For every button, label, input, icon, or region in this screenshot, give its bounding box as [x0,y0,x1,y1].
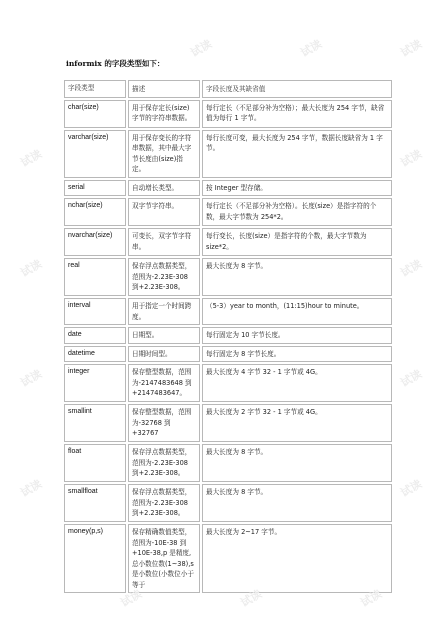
watermark-text: 试读 [358,587,385,610]
watermark-text: 试读 [18,257,45,280]
field-type-cell: datetime [64,346,126,363]
column-header-length: 字段长度及其缺省值 [202,80,392,98]
length-cell: 最大长度为 8 字节。 [202,444,392,482]
table-header-row [64,80,392,98]
field-type-cell: date [64,327,126,344]
field-type-cell: char(size) [64,100,126,128]
description-cell: 保存浮点数据类型，范围为-2.23E-308 到+2.23E-308。 [128,484,200,522]
column-header-type: 字段类型 [64,80,126,98]
watermark-text: 试读 [398,367,425,390]
description-cell: 自动增长类型。 [128,180,200,197]
table-row [64,228,392,256]
column-header-description: 描述 [128,80,200,98]
watermark-text: 试读 [18,147,45,170]
watermark-text: 试读 [398,37,425,60]
description-cell: 用于指定一个时间跨度。 [128,298,200,325]
field-type-cell: smallfloat [64,484,126,522]
length-cell: 按 Integer 型存储。 [202,180,392,197]
description-cell: 日期时间型。 [128,346,200,363]
table-row [64,404,392,442]
description-cell: 保存精确数值类型，范围为-10E-38 到+10E-38,p 是精度,总小数位数(1~38),s 是小数位(小数位小于等于 [128,524,200,593]
description-cell: 用于保存变长的字符串数据，其中最大字节长度由(size)指定。 [128,130,200,178]
field-type-cell: interval [64,298,126,325]
length-cell: 最大长度为 2 字节 32 - 1 字节或 4G。 [202,404,392,442]
length-cell: 每行定长（不足部分补为空格）。长度(size）是指字符的个数，最大字节数为 254*2。 [202,198,392,226]
description-cell: 用于保存定长(size)字节的字符串数据。 [128,100,200,128]
watermark-text: 试读 [398,477,425,500]
length-cell: 最大长度为 8 字节。 [202,258,392,296]
table-row [64,327,392,344]
table-row [64,258,392,296]
field-type-cell: money(p,s) [64,524,126,593]
field-type-cell: float [64,444,126,482]
field-type-cell: nvarchar(size) [64,228,126,256]
field-type-cell: varchar(size) [64,130,126,178]
watermark-text: 试读 [238,587,265,610]
description-cell: 日期型。 [128,327,200,344]
table-row [64,100,392,128]
table-row [64,130,392,178]
table-row [64,484,392,522]
table-row [64,298,392,325]
description-cell: 双字节字符串。 [128,198,200,226]
length-cell: 最大长度为 8 字节。 [202,484,392,522]
length-cell: 最大长度为 4 字节 32 - 1 字节或 4G。 [202,364,392,402]
length-cell: 最大长度为 2~17 字节。 [202,524,392,593]
description-cell: 保存整型数据，范围为-32768 到+32767 [128,404,200,442]
watermark-text: 试读 [18,367,45,390]
description-cell: 保存浮点数据类型，范围为-2.23E-308 到+2.23E-308。 [128,444,200,482]
field-type-cell: nchar(size) [64,198,126,226]
watermark-text: 试读 [398,257,425,280]
length-cell: 每行长度可变，最大长度为 254 字节，数据长度缺省为 1 字节。 [202,130,392,178]
description-cell: 可变长，双字节字符串。 [128,228,200,256]
field-type-cell: serial [64,180,126,197]
description-cell: 保存浮点数据类型，范围为-2.23E-308 到+2.23E-308。 [128,258,200,296]
watermark-text: 试读 [18,477,45,500]
watermark-text: 试读 [118,587,145,610]
table-row [64,524,392,593]
length-cell: 每行固定为 10 字节长度。 [202,327,392,344]
watermark-text: 试读 [298,37,325,60]
length-cell: 每行定长（不足部分补为空格）；最大长度为 254 字节，缺省值为每行 1 字节。 [202,100,392,128]
length-cell: （5-3）year to month，(11:15)hour to minute。 [202,298,392,325]
table-row [64,180,392,197]
field-type-cell: integer [64,364,126,402]
table-row [64,444,392,482]
description-cell: 保存整型数据，范围为-2147483648 到+2147483647。 [128,364,200,402]
page-heading: informix 的字段类型如下： [66,59,165,68]
length-cell: 每行固定为 8 字节长度。 [202,346,392,363]
field-type-cell: real [64,258,126,296]
field-type-cell: smallint [64,404,126,442]
table-row [64,198,392,226]
field-type-table [62,78,394,595]
table-row [64,346,392,363]
length-cell: 每行变长，长度(size）是指字符的个数，最大字节数为 size*2。 [202,228,392,256]
watermark-text: 试读 [188,37,215,60]
table-row [64,364,392,402]
watermark-text: 试读 [398,147,425,170]
